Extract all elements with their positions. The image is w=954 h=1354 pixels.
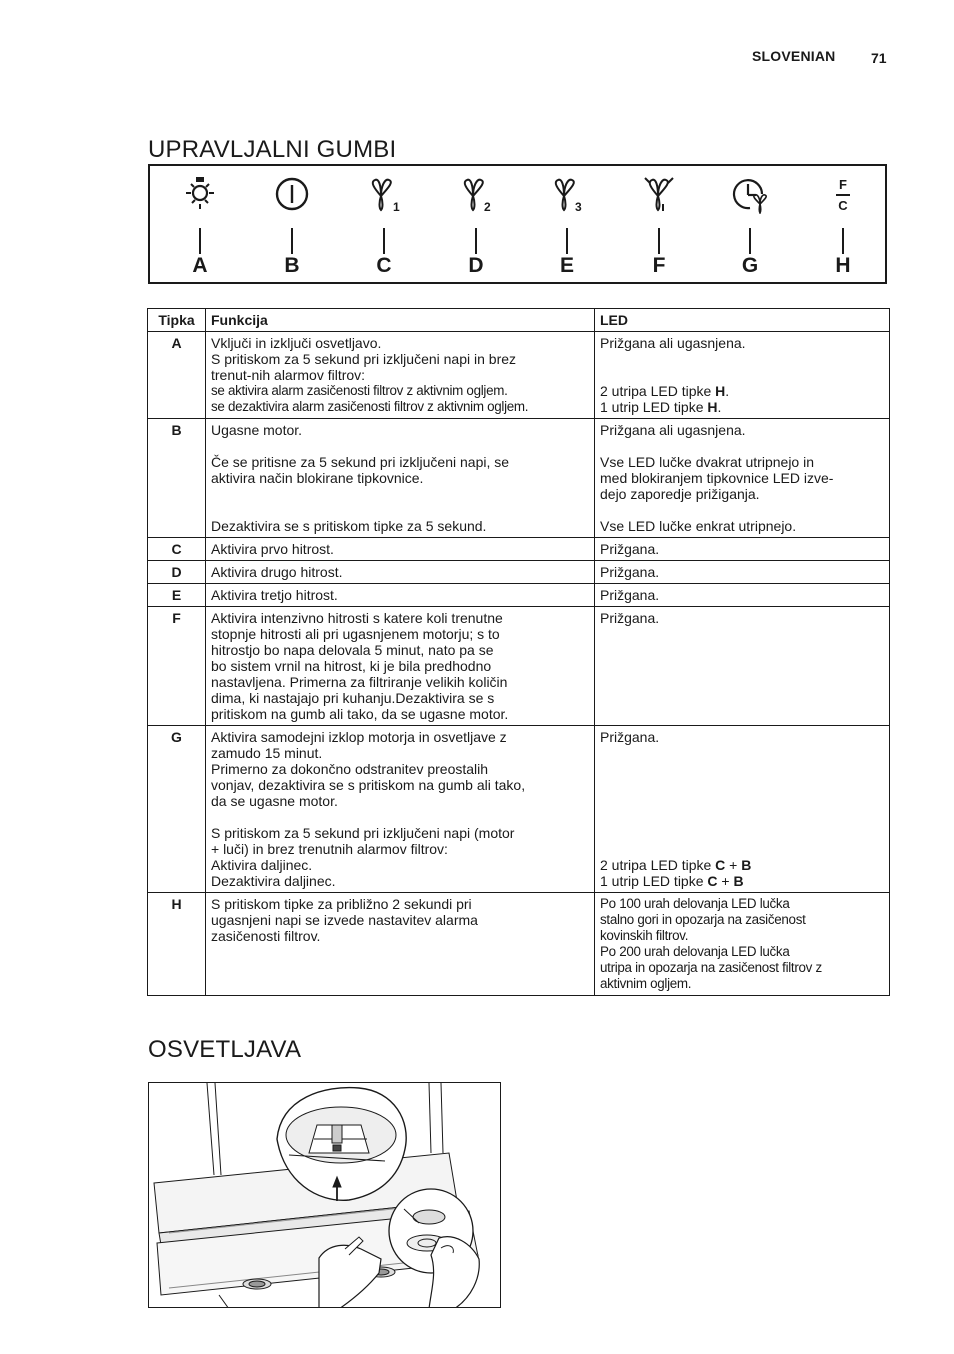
button-pointer-line bbox=[383, 228, 385, 254]
table-row bbox=[148, 607, 890, 726]
table-header-row bbox=[148, 309, 890, 332]
button-pointer-line bbox=[475, 228, 477, 254]
table-row bbox=[148, 419, 890, 538]
row-function: Aktivira tretjo hitrost. bbox=[206, 584, 595, 607]
button-pointer-line bbox=[658, 228, 660, 254]
row-led: Prižgana ali ugasnjena. Vse LED lučke dvakrat utripnejo in med blokiranjem tipkovnice LED izve- dejo zaporedje prižiganja. Vse LED lučke enkrat utripnejo. bbox=[595, 419, 890, 538]
row-led: Prižgana. bbox=[595, 561, 890, 584]
control-button-g[interactable] bbox=[720, 166, 780, 284]
table-row bbox=[148, 538, 890, 561]
svg-text:2: 2 bbox=[484, 200, 491, 214]
controls-function-table bbox=[147, 308, 890, 996]
button-pointer-line bbox=[749, 228, 751, 254]
button-letter: A bbox=[192, 254, 208, 277]
row-key: B bbox=[148, 419, 206, 538]
lighting-section-title: OSVETLJAVA bbox=[148, 1036, 302, 1063]
header-key: Tipka bbox=[148, 309, 206, 332]
table-row bbox=[148, 893, 890, 996]
row-led: Prižgana. bbox=[595, 538, 890, 561]
button-letter: E bbox=[559, 254, 574, 277]
control-button-e[interactable] bbox=[537, 166, 597, 284]
button-pointer-line bbox=[291, 228, 293, 254]
control-button-b[interactable] bbox=[262, 166, 322, 284]
page-number: 71 bbox=[871, 50, 887, 66]
hood-lamp-drawing bbox=[149, 1083, 501, 1308]
row-led: Prižgana. bbox=[595, 584, 890, 607]
row-function: Ugasne motor. Če se pritisne za 5 sekund pri izključeni napi, se aktivira način blokirane tipkovnice. Dezaktivira se s pritiskom tipke za 5 sekund. bbox=[206, 419, 595, 538]
table-row bbox=[148, 561, 890, 584]
button-letter: B bbox=[284, 254, 300, 277]
table-row bbox=[148, 332, 890, 419]
header-function: Funkcija bbox=[206, 309, 595, 332]
button-letter: G bbox=[741, 254, 759, 277]
fan-intensive-icon bbox=[641, 174, 677, 214]
filter-fc-icon: F C bbox=[829, 176, 857, 214]
row-key: E bbox=[148, 584, 206, 607]
fan-speed-3-icon bbox=[549, 174, 585, 214]
table-row bbox=[148, 584, 890, 607]
row-key: A bbox=[148, 332, 206, 419]
button-letter: D bbox=[468, 254, 484, 277]
button-pointer-line bbox=[566, 228, 568, 254]
button-letter: H bbox=[835, 254, 851, 277]
control-button-c[interactable] bbox=[354, 166, 414, 284]
controls-panel bbox=[148, 164, 887, 284]
row-key: G bbox=[148, 726, 206, 893]
control-button-d[interactable] bbox=[446, 166, 506, 284]
svg-text:1: 1 bbox=[393, 200, 400, 214]
button-letter: F bbox=[652, 254, 666, 277]
fan-speed-1-icon bbox=[366, 174, 402, 214]
row-led: Po 100 urah delovanja LED lučka stalno gori in opozarja na zasičenost kovinskih filtrov. Po 200 urah delovanja LED lučka utripa in opozarja na zasičenost filtrov z aktivnim ogljem. bbox=[595, 893, 890, 996]
row-function: Aktivira samodejni izklop motorja in osvetljave z zamudo 15 minut. Primerno za dokončno odstranitev preostalih vonjav, dezaktivira se s pritiskom na gumb ali tako, da se ugasne motor. S pritiskom za 5 sekund pri izključeni napi (motor + luči) in brez trenutnih alarmov filtrov: Aktivira daljinec. Dezaktivira daljinec. bbox=[206, 726, 595, 893]
row-key: D bbox=[148, 561, 206, 584]
row-key: F bbox=[148, 607, 206, 726]
button-pointer-line bbox=[199, 228, 201, 254]
table-row bbox=[148, 726, 890, 893]
row-function: S pritiskom tipke za približno 2 sekundi pri ugasnjeni napi se izvede nastavitev alarma zasičenosti filtrov. bbox=[206, 893, 595, 996]
row-function: Aktivira intenzivno hitrosti s katere koli trenutne stopnje hitrosti ali pri ugasnjenem motorju; s to hitrostjo bo napa delovala 5 minut, nato pa se bo sistem vrnil na hitrost, ki je bila predhodno nastavljena. Primerna za filtriranje velikih količin dima, ki nastajajo pri kuhanju.Dezaktivira se s pritiskom na gumb ali tako, da se ugasne motor. bbox=[206, 607, 595, 726]
control-button-f[interactable] bbox=[629, 166, 689, 284]
page-header-language: SLOVENIAN bbox=[752, 48, 836, 64]
power-icon bbox=[274, 174, 310, 214]
light-bulb-icon bbox=[182, 174, 218, 214]
button-letter: C bbox=[376, 254, 392, 277]
row-function: Aktivira prvo hitrost. bbox=[206, 538, 595, 561]
row-key: H bbox=[148, 893, 206, 996]
header-led: LED bbox=[595, 309, 890, 332]
timer-fan-icon bbox=[732, 174, 768, 214]
svg-text:3: 3 bbox=[575, 200, 582, 214]
control-button-h[interactable] bbox=[813, 166, 873, 284]
row-function: Aktivira drugo hitrost. bbox=[206, 561, 595, 584]
row-led: Prižgana ali ugasnjena. 2 utripa LED tipke H. 1 utrip LED tipke H. bbox=[595, 332, 890, 419]
fan-speed-2-icon bbox=[458, 174, 494, 214]
control-button-a[interactable] bbox=[170, 166, 230, 284]
row-function: Vključi in izključi osvetljavo. S pritiskom za 5 sekund pri izključeni napi in brez trenut-nih alarmov filtrov: se aktivira alarm zasičenosti filtrov z aktivnim ogljem. se dezaktivira alarm zasičenosti filtrov z aktivnim ogljem. bbox=[206, 332, 595, 419]
row-led: Prižgana. bbox=[595, 607, 890, 726]
row-led: Prižgana. 2 utripa LED tipke C + B 1 utrip LED tipke C + B bbox=[595, 726, 890, 893]
controls-section-title: UPRAVLJALNI GUMBI bbox=[148, 136, 397, 163]
button-pointer-line bbox=[842, 228, 844, 254]
row-key: C bbox=[148, 538, 206, 561]
lamp-replacement-illustration bbox=[148, 1082, 501, 1308]
